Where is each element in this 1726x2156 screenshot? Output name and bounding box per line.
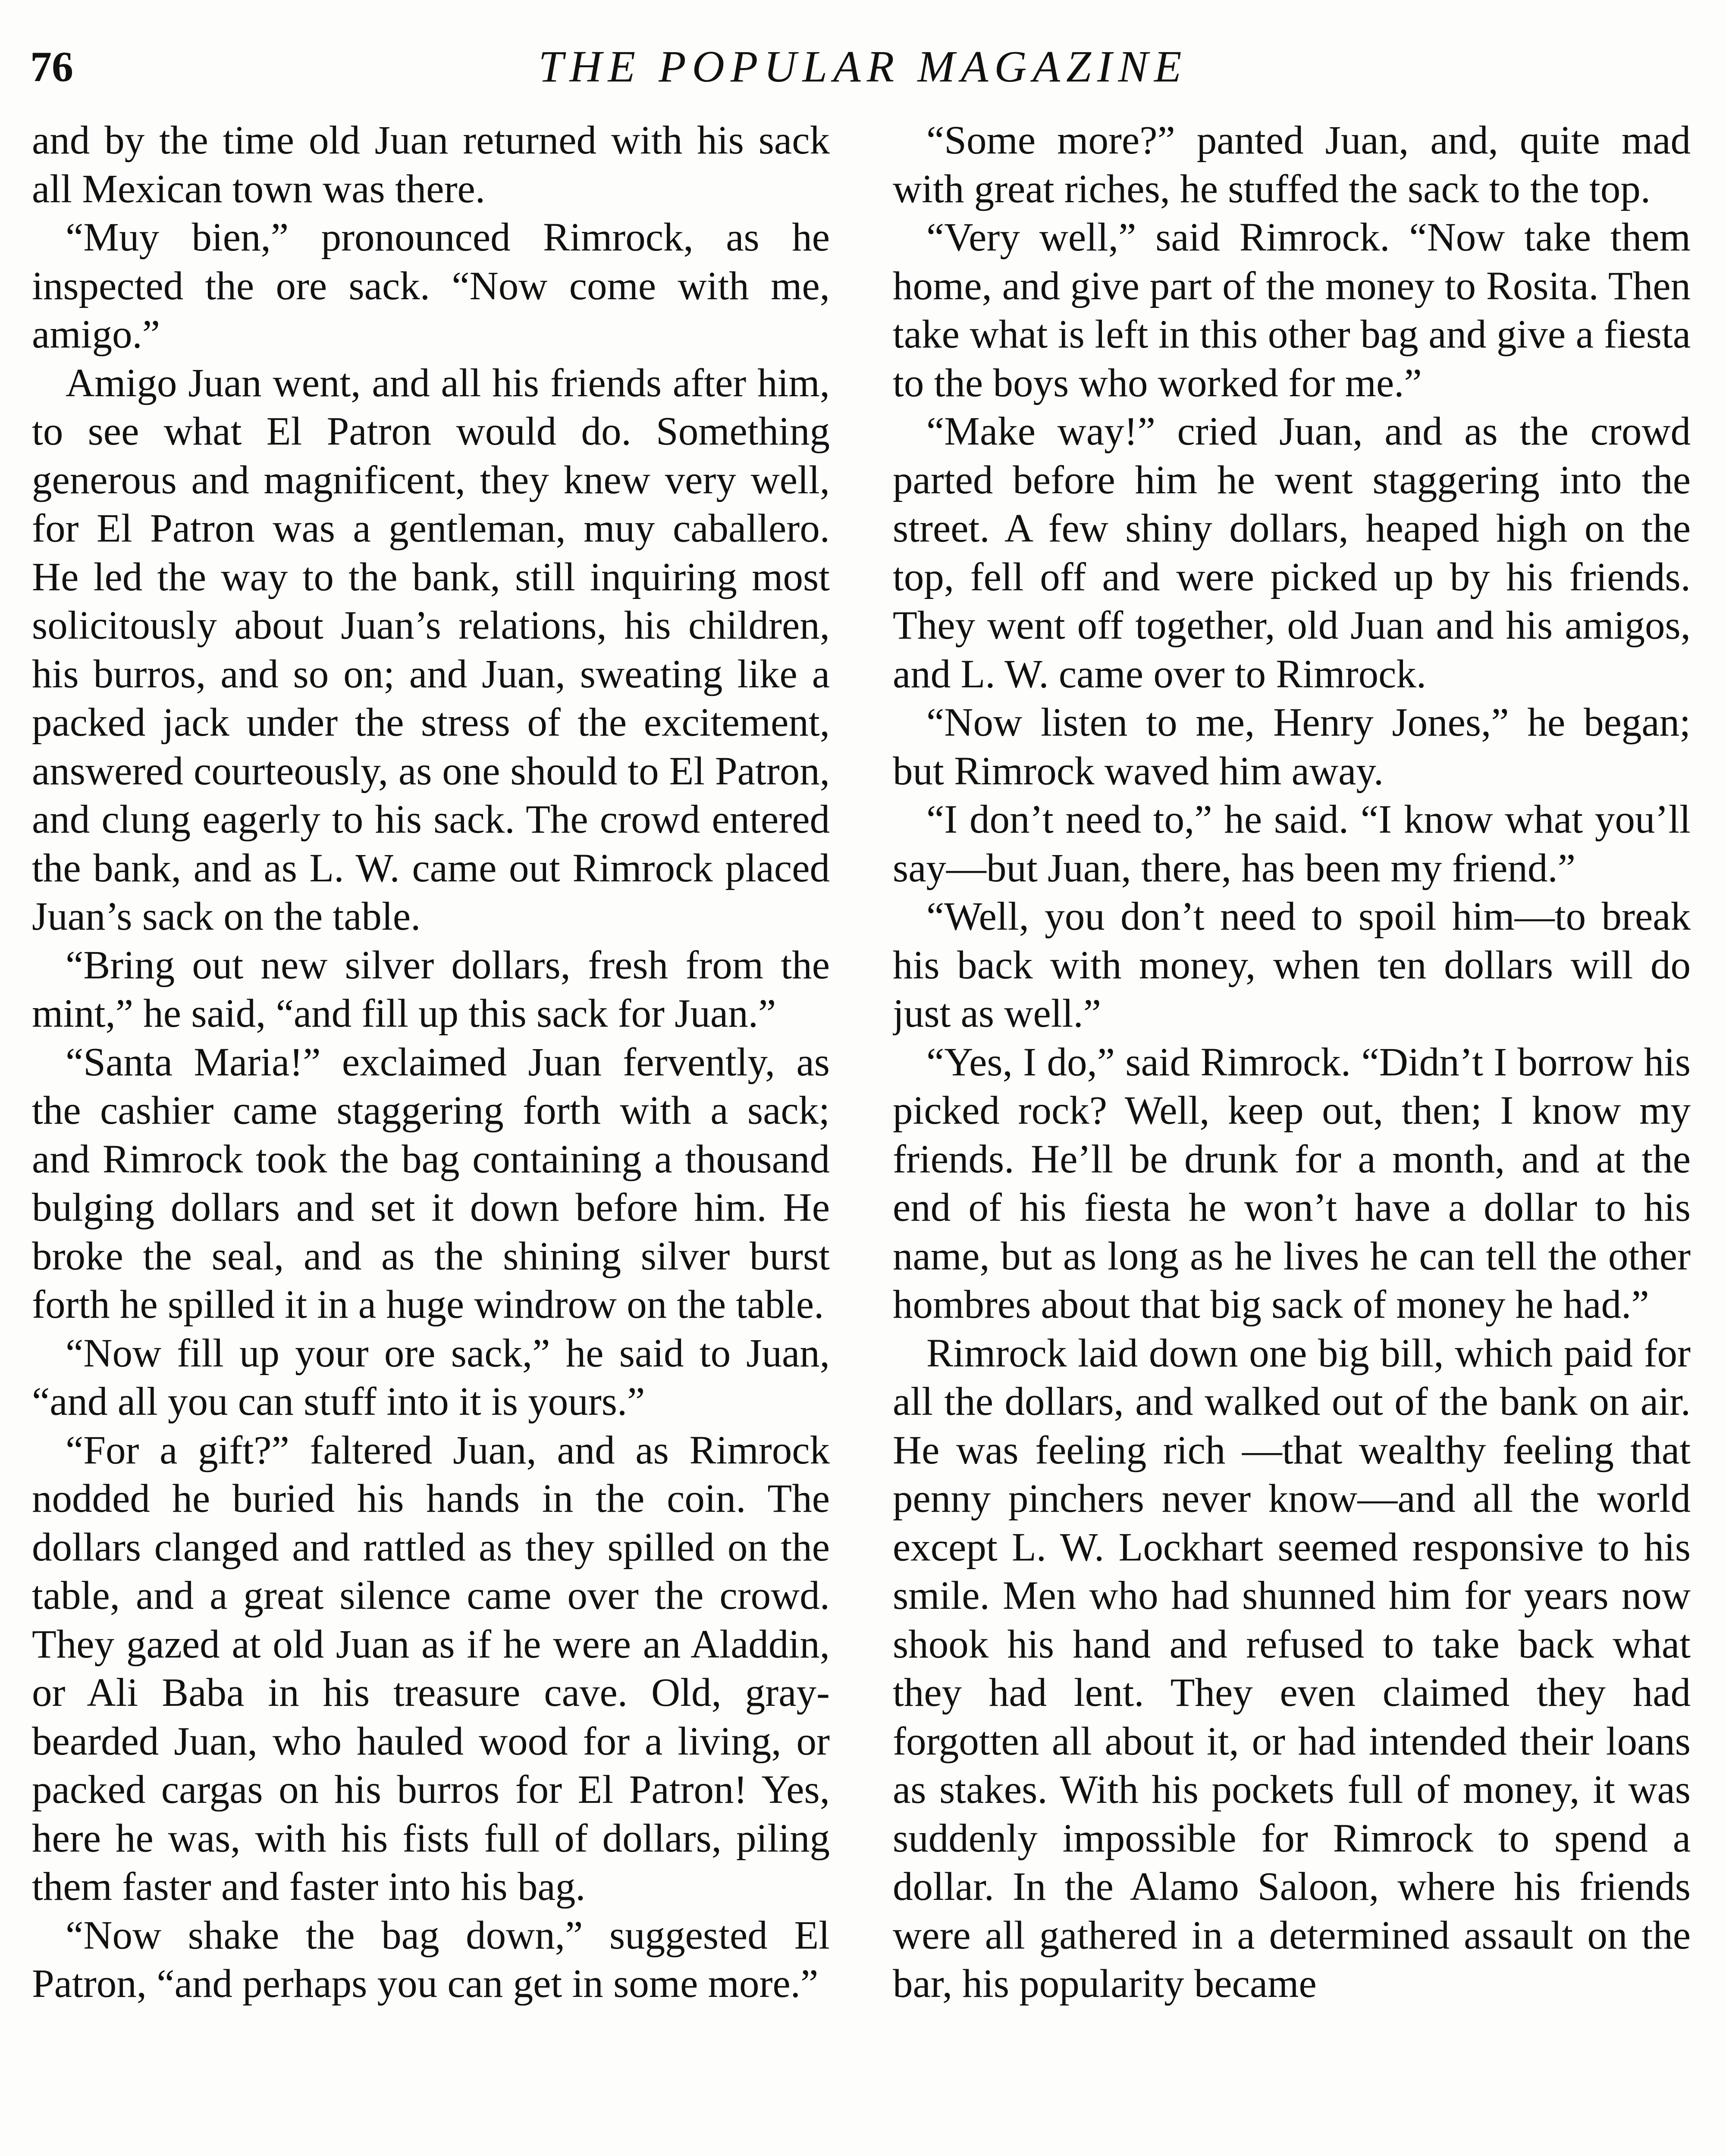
paragraph: Amigo Juan went, and all his friends after him, to see what El Patron would do. Something generous and magnificent, they knew very well, for El Patron was a gentleman, muy caballero. He led the way to the bank, still inquiring most solicitously about Juan’s relations, his children, his burros, and so on; and Juan, sweating like a packed jack under the stress of the excitement, answered courteously, as one should to El Patron, and clung eagerly to his sack. The crowd entered the bank, and as L. W. came out Rimrock placed Juan’s sack on the table.	[32, 360, 830, 939]
paragraph: “Muy bien,” pronounced Rimrock, as he inspected the ore sack. “Now come with me, amigo.”	[32, 215, 830, 357]
paragraph: “I don’t need to,” he said. “I know what you’ll say—but Juan, there, has been my friend.”	[893, 797, 1691, 890]
paragraph: “Yes, I do,” said Rimrock. “Didn’t I borrow his picked rock? Well, keep out, then; I know my friends. He’ll be drunk for a month, and at the end of his fiesta he won’t have a dollar to his name, but as long as he lives he can tell the other hombres about that big sack of money he had.”	[893, 1040, 1691, 1327]
paragraph: “Some more?” panted Juan, and, quite mad with great riches, he stuffed the sack to the top.	[893, 118, 1691, 211]
paragraph: “Bring out new silver dollars, fresh from the mint,” he said, “and fill up this sack for Juan.”	[32, 943, 830, 1036]
page-header	[30, 34, 1696, 99]
paragraph: “Now listen to me, Henry Jones,” he began; but Rimrock waved him away.	[893, 700, 1691, 793]
paragraph: and by the time old Juan returned with his sack all Mexican town was there.	[32, 118, 830, 211]
paragraph: “Santa Maria!” exclaimed Juan fervently, as the cashier came staggering forth with a sack; and Rimrock took the bag containing a thousand bulging dollars and set it down before him. He broke the seal, and as the shining silver burst forth he spilled it in a huge windrow on the table.	[32, 1040, 830, 1327]
running-head: THE POPULAR MAGAZINE	[538, 42, 1188, 91]
left-column	[32, 116, 830, 2156]
paragraph: “Now shake the bag down,” suggested El Patron, “and perhaps you can get in some more.”	[32, 1913, 830, 2006]
paragraph: “Now fill up your ore sack,” he said to Juan, “and all you can stuff into it is yours.”	[32, 1331, 830, 1424]
paragraph: “Well, you don’t need to spoil him—to break his back with money, when ten dollars will do just as well.”	[893, 894, 1691, 1036]
paragraph: “Very well,” said Rimrock. “Now take them home, and give part of the money to Rosita. Then take what is left in this other bag and give a fiesta to the boys who worked for me.”	[893, 215, 1691, 405]
paragraph: “For a gift?” faltered Juan, and as Rimrock nodded he buried his hands in the coin. The dollars clanged and rattled as they spilled on the table, and a great silence came over the crowd. They gazed at old Juan as if he were an Aladdin, or Ali Baba in his treasure cave. Old, gray-bearded Juan, who hauled wood for a living, or packed cargas on his burros for El Patron! Yes, here he was, with his fists full of dollars, piling them faster and faster into his bag.	[32, 1428, 830, 1909]
right-column	[893, 116, 1691, 2156]
paragraph: “Make way!” cried Juan, and as the crowd parted before him he went staggering into the street. A few shiny dollars, heaped high on the top, fell off and were picked up by his friends. They went off together, old Juan and his amigos, and L. W. came over to Rimrock.	[893, 409, 1691, 696]
page-number: 76	[30, 43, 73, 91]
paragraph: Rimrock laid down one big bill, which paid for all the dollars, and walked out of the bank on air. He was feeling rich —that wealthy feeling that penny pinchers never know—and all the world except L. W. Lockhart seemed responsive to his smile. Men who had shunned him for years now shook his hand and refused to take back what they had lent. They even claimed they had forgotten all about it, or had intended their loans as stakes. With his pockets full of money, it was suddenly impossible for Rimrock to spend a dollar. In the Alamo Saloon, where his friends were all gathered in a determined assault on the bar, his popularity became	[893, 1331, 1691, 2006]
